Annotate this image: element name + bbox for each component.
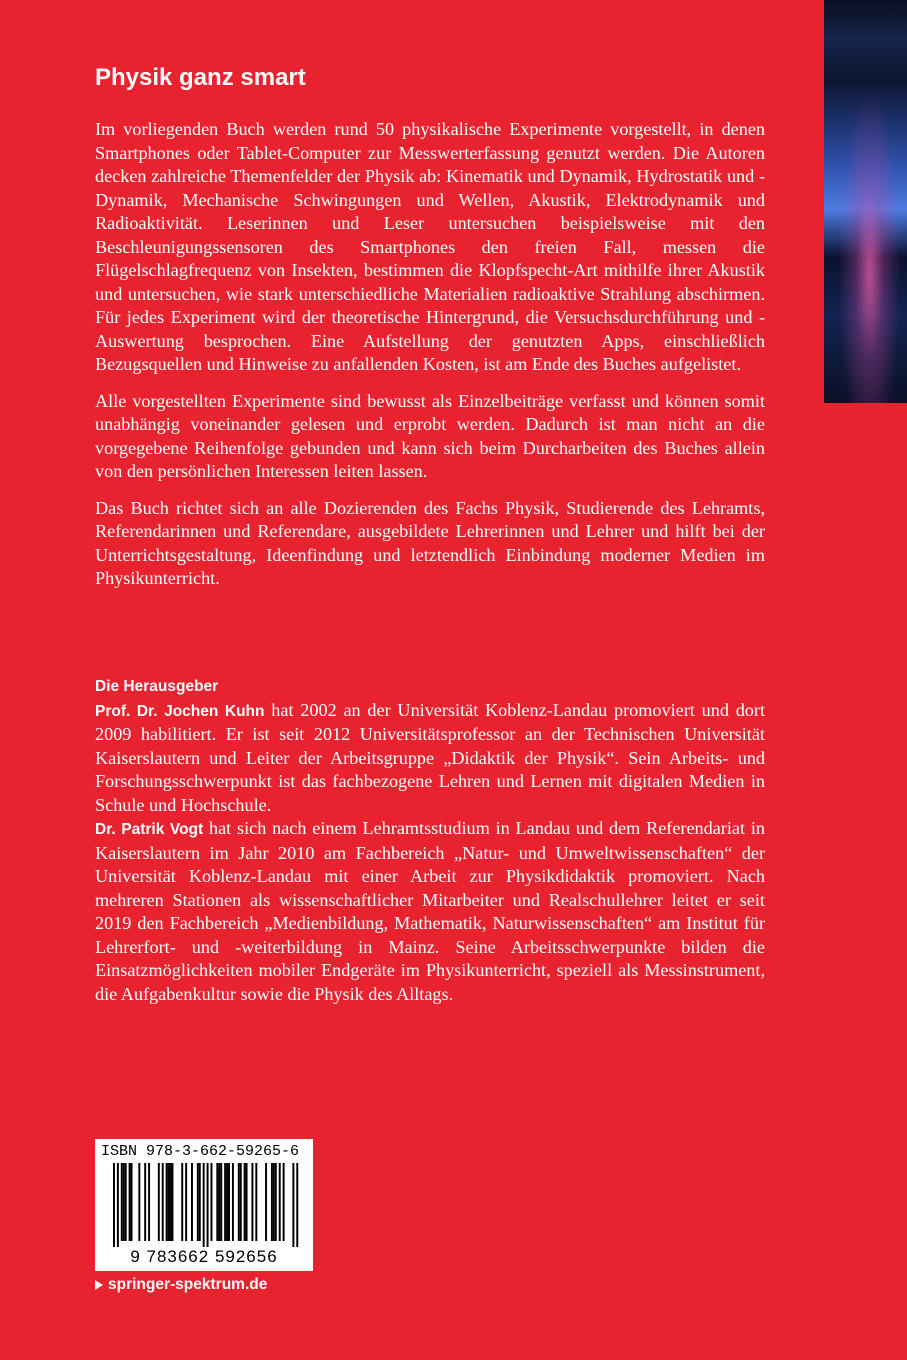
barcode-bars [95,1163,313,1247]
cover-image-strip [824,0,907,403]
description-paragraph-2: Alle vorgestellten Experimente sind bewusst als Einzelbeiträge verfasst und können somit unabhängig voneinander gelesen und erprobt werden. Dadurch ist man nicht an die vorgegebene Reihenfolge gebunden und kann sich beim Durcharbeiten des Buches allein von den persönlichen Interessen leiten lassen. [95,390,765,481]
barcode-bar [220,1163,222,1241]
barcode-bar [117,1163,119,1247]
barcode-bar [207,1163,209,1247]
barcode-bar [240,1163,242,1241]
cover-image-glow [824,0,907,403]
ean-digits: 9 783662 592656 [130,1247,278,1266]
editor-1-name: Prof. Dr. Jochen Kuhn [95,702,265,720]
editors-section [95,675,765,1006]
barcode-bar [170,1163,172,1241]
barcode-bar [181,1163,183,1241]
isbn-barcode [95,1139,313,1271]
barcode-bar [238,1163,240,1241]
arrow-right-icon [95,1280,103,1290]
isbn-label: ISBN 978-3-662-59265-6 [101,1143,300,1160]
barcode-bar [138,1163,140,1241]
description-paragraph-3: Das Buch richtet sich an alle Dozierenden des Fachs Physik, Studierende des Lehramts, Referendarinnen und Referendare, ausgebildete Lehrerinnen und Lehrer und hilft bei der Unterrichtsgestaltung, Ideenfindung und letztendlich Einbindung moderner Medien im Physikunterricht. [95,497,765,588]
barcode-bar [211,1163,213,1241]
barcode-bar [283,1163,285,1241]
editor-2-bio [95,817,765,1006]
barcode-bar [226,1163,228,1241]
editor-1-text: hat 2002 an der Universität Koblenz-Landau promoviert und dort 2009 habilitiert. Er ist seit 2012 Universitätsprofessor an der Technischen Universität Kaiserslautern und Leiter der Arbeitsgruppe „Didaktik der Physik“. Sein Arbeits- und Forschungsschwerpunkt ist das fachbezogene Lehren und Lernen mit digitalen Medien in Schule und Hochschule. [95,699,765,815]
barcode-bar [244,1163,246,1241]
barcode-bar [273,1163,275,1241]
editor-2-text: hat sich nach einem Lehramtsstudium in Landau und dem Referendariat in Kaiserslautern im Jahr 2010 am Fachbereich „Natur- und Umweltwissenschaften“ der Universität Koblenz-Landau mit einer Arbeit zur Physikdidaktik promoviert. Nach mehreren Stationen als wissenschaftlicher Mitarbeiter und Realschullehrer leitet er seit 2019 den Fachbereich „Medienbildung, Mathematik, Naturwissenschaften“ am Institut für Lehrerfort- und -weiterbildung in Mainz. Seine Arbeitsschwerpunkte bilden die Einsatzmöglichkeiten mobiler Endgeräte im Physikunterricht, speziell als Messinstrument, die Aufgabenkultur sowie die Physik des Alltags. [95,818,765,1004]
barcode-bar [255,1163,257,1241]
barcode-bar [166,1163,168,1241]
barcode-bar [125,1163,127,1241]
book-title: Physik ganz smart [95,64,306,91]
barcode-bar [216,1163,218,1241]
barcode-bar [113,1163,115,1247]
editor-1-bio [95,699,765,818]
barcode-bar [121,1163,123,1241]
description-paragraph-1: Im vorliegenden Buch werden rund 50 physikalische Experimente vorgestellt, in denen Smartphones oder Tablet-Computer zur Messwerterfassung genutzt werden. Die Autoren decken zahlreiche Themenfelder der Physik ab: Kinematik und Dynamik, Hydrostatik und -Dynamik, Mechanische Schwingungen und Wellen, Akustik, Elektrodynamik und Radioaktivität. Leserinnen und Leser untersuchen beispielsweise mit den Beschleunigungssensoren des Smartphones den freien Fall, messen die Flügelschlagfrequenz von Insekten, bestimmen die Klopfspecht-Art mithilfe ihrer Akustik und untersuchen, wie stark unterschiedliche Materialien radioaktive Strahlung abschirmen. Für jedes Experiment wird der theoretische Hintergrund, die Versuchsdurchführung und -Auswertung besprochen. Eine Aufstellung der genutzten Apps, einschließlich Bezugsquellen und Hinweise zu anfallenden Kosten, ist am Ende des Buches aufgelistet. [95,119,765,374]
barcode-bar [144,1163,146,1241]
barcode-bar [172,1163,174,1241]
editor-2-name: Dr. Patrik Vogt [95,821,204,838]
website-link[interactable] [95,1274,267,1296]
barcode-bar [296,1163,298,1247]
barcode-bar [129,1163,131,1241]
barcode-bar [271,1163,273,1241]
barcode-bar [203,1163,205,1247]
barcode-bar [131,1163,133,1241]
barcode-bar [158,1163,160,1241]
barcode-bar [279,1163,281,1241]
barcode-bar [185,1163,187,1241]
barcode-bar [251,1163,253,1241]
barcode-bar [197,1163,199,1241]
barcode-bar [224,1163,226,1241]
barcode-bar [191,1163,193,1241]
website-label: springer-spektrum.de [108,1276,268,1293]
barcode-bar [275,1163,277,1241]
barcode-bar [148,1163,150,1241]
barcode-bar [162,1163,164,1241]
barcode-bar [123,1163,125,1241]
book-description [95,118,765,591]
barcode-bar [292,1163,294,1247]
barcode-bar [228,1163,230,1241]
barcode-bar [265,1163,267,1241]
barcode-bar [199,1163,201,1241]
barcode-bar [232,1163,234,1241]
barcode-bar [168,1163,170,1241]
editors-heading: Die Herausgeber [95,678,219,695]
barcode-bar [218,1163,220,1241]
barcode-bar [246,1163,248,1241]
